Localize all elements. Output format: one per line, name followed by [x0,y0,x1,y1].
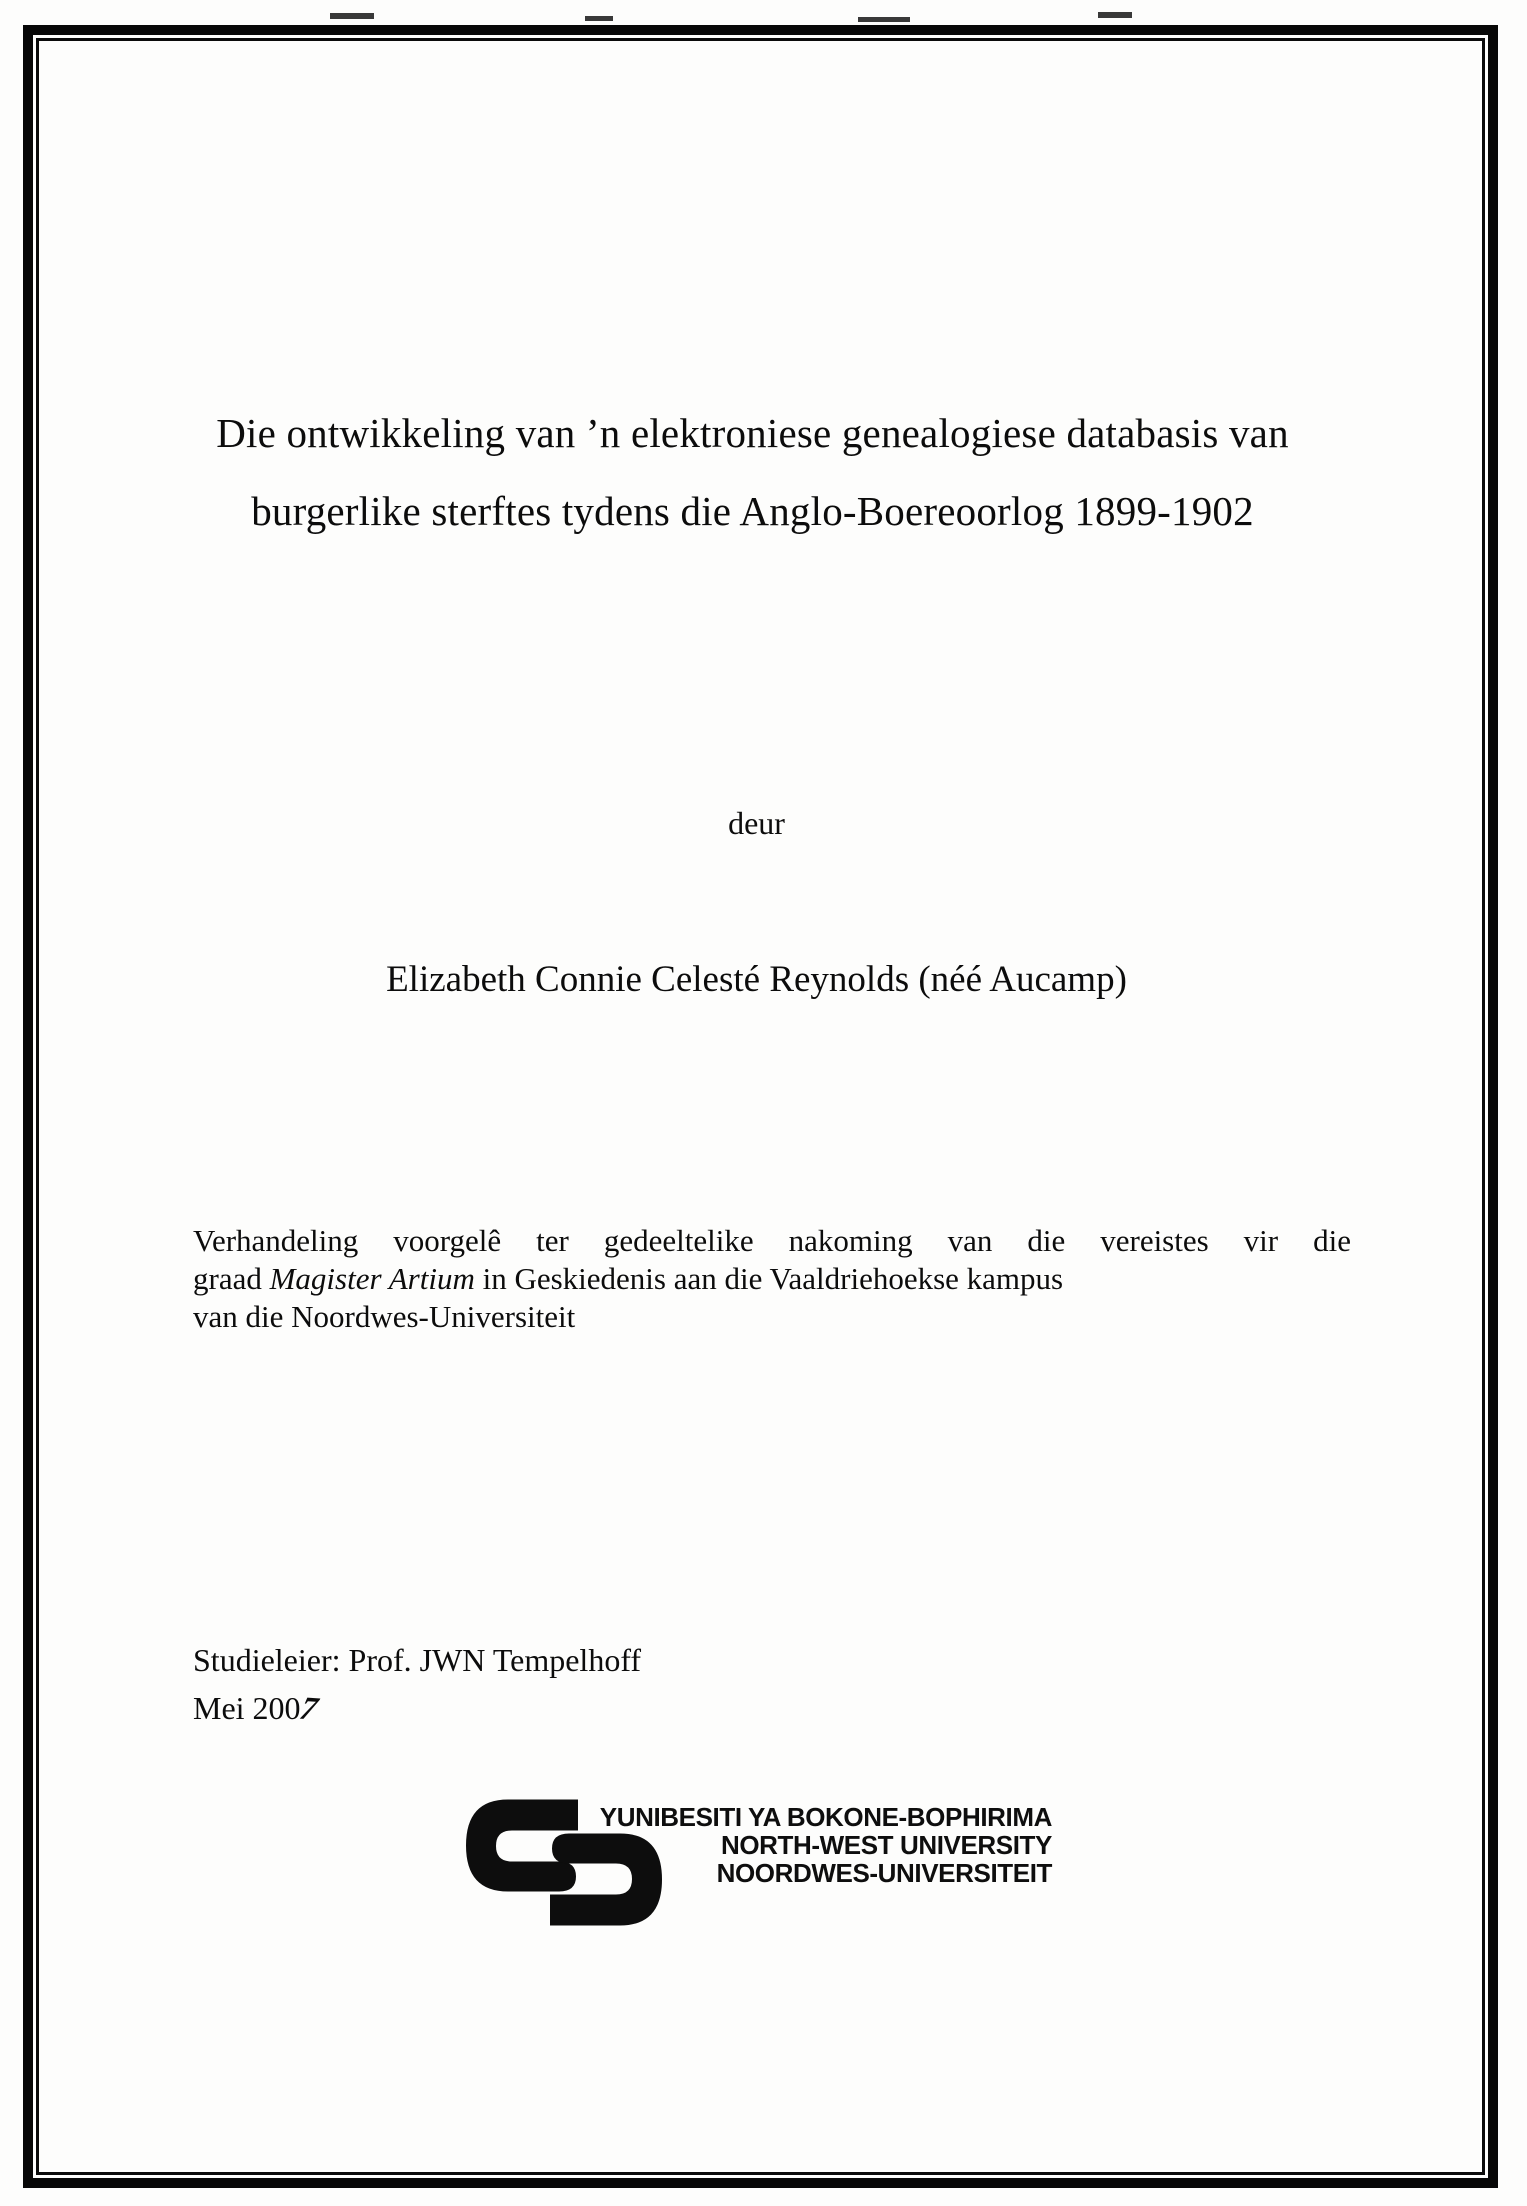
date-line [193,1684,641,1732]
declaration-line-2-prefix: graad [193,1261,270,1296]
declaration-line-2-suffix: in Geskiedenis aan die Vaaldriehoekse kampus [474,1261,1064,1296]
scan-artifact [585,16,613,21]
logo-text-setswana: YUNIBESITI YA BOKONE-BOPHIRIMA [599,1802,1052,1832]
supervisor-date-block [193,1636,641,1732]
date-prefix: Mei 200 [193,1690,301,1726]
byline-label: deur [728,805,785,841]
declaration-line-1: Verhandeling voorgelê ter gedeeltelike nakoming van die vereistes vir die [193,1223,1351,1258]
degree-name: Magister Artium [269,1261,475,1296]
logo-text-english: NORTH-WEST UNIVERSITY [720,1830,1052,1860]
declaration-paragraph [193,1222,1351,1336]
logo-text-afrikaans: NOORDWES-UNIVERSITEIT [716,1858,1052,1888]
scan-artifact [858,17,910,22]
scan-artifact [1098,12,1132,18]
author-name: Elizabeth Connie Celesté Reynolds (néé Aucamp) [386,959,1127,1000]
title-line-2: burgerlike sterftes tydens die Anglo-Boereoorlog 1899-1902 [251,488,1254,534]
supervisor-line: Studieleier: Prof. JWN Tempelhoff [193,1642,642,1678]
declaration-line-3: van die Noordwes-Universiteit [193,1299,576,1334]
university-logo-text [588,1803,1052,1887]
title-line-1: Die ontwikkeling van ’n elektroniese genealogiese databasis van [216,410,1289,456]
declaration-line-2 [193,1260,1351,1298]
thesis-title [0,394,1505,550]
scan-artifact [330,13,374,19]
date-last-digit: 7 [292,1689,325,1727]
